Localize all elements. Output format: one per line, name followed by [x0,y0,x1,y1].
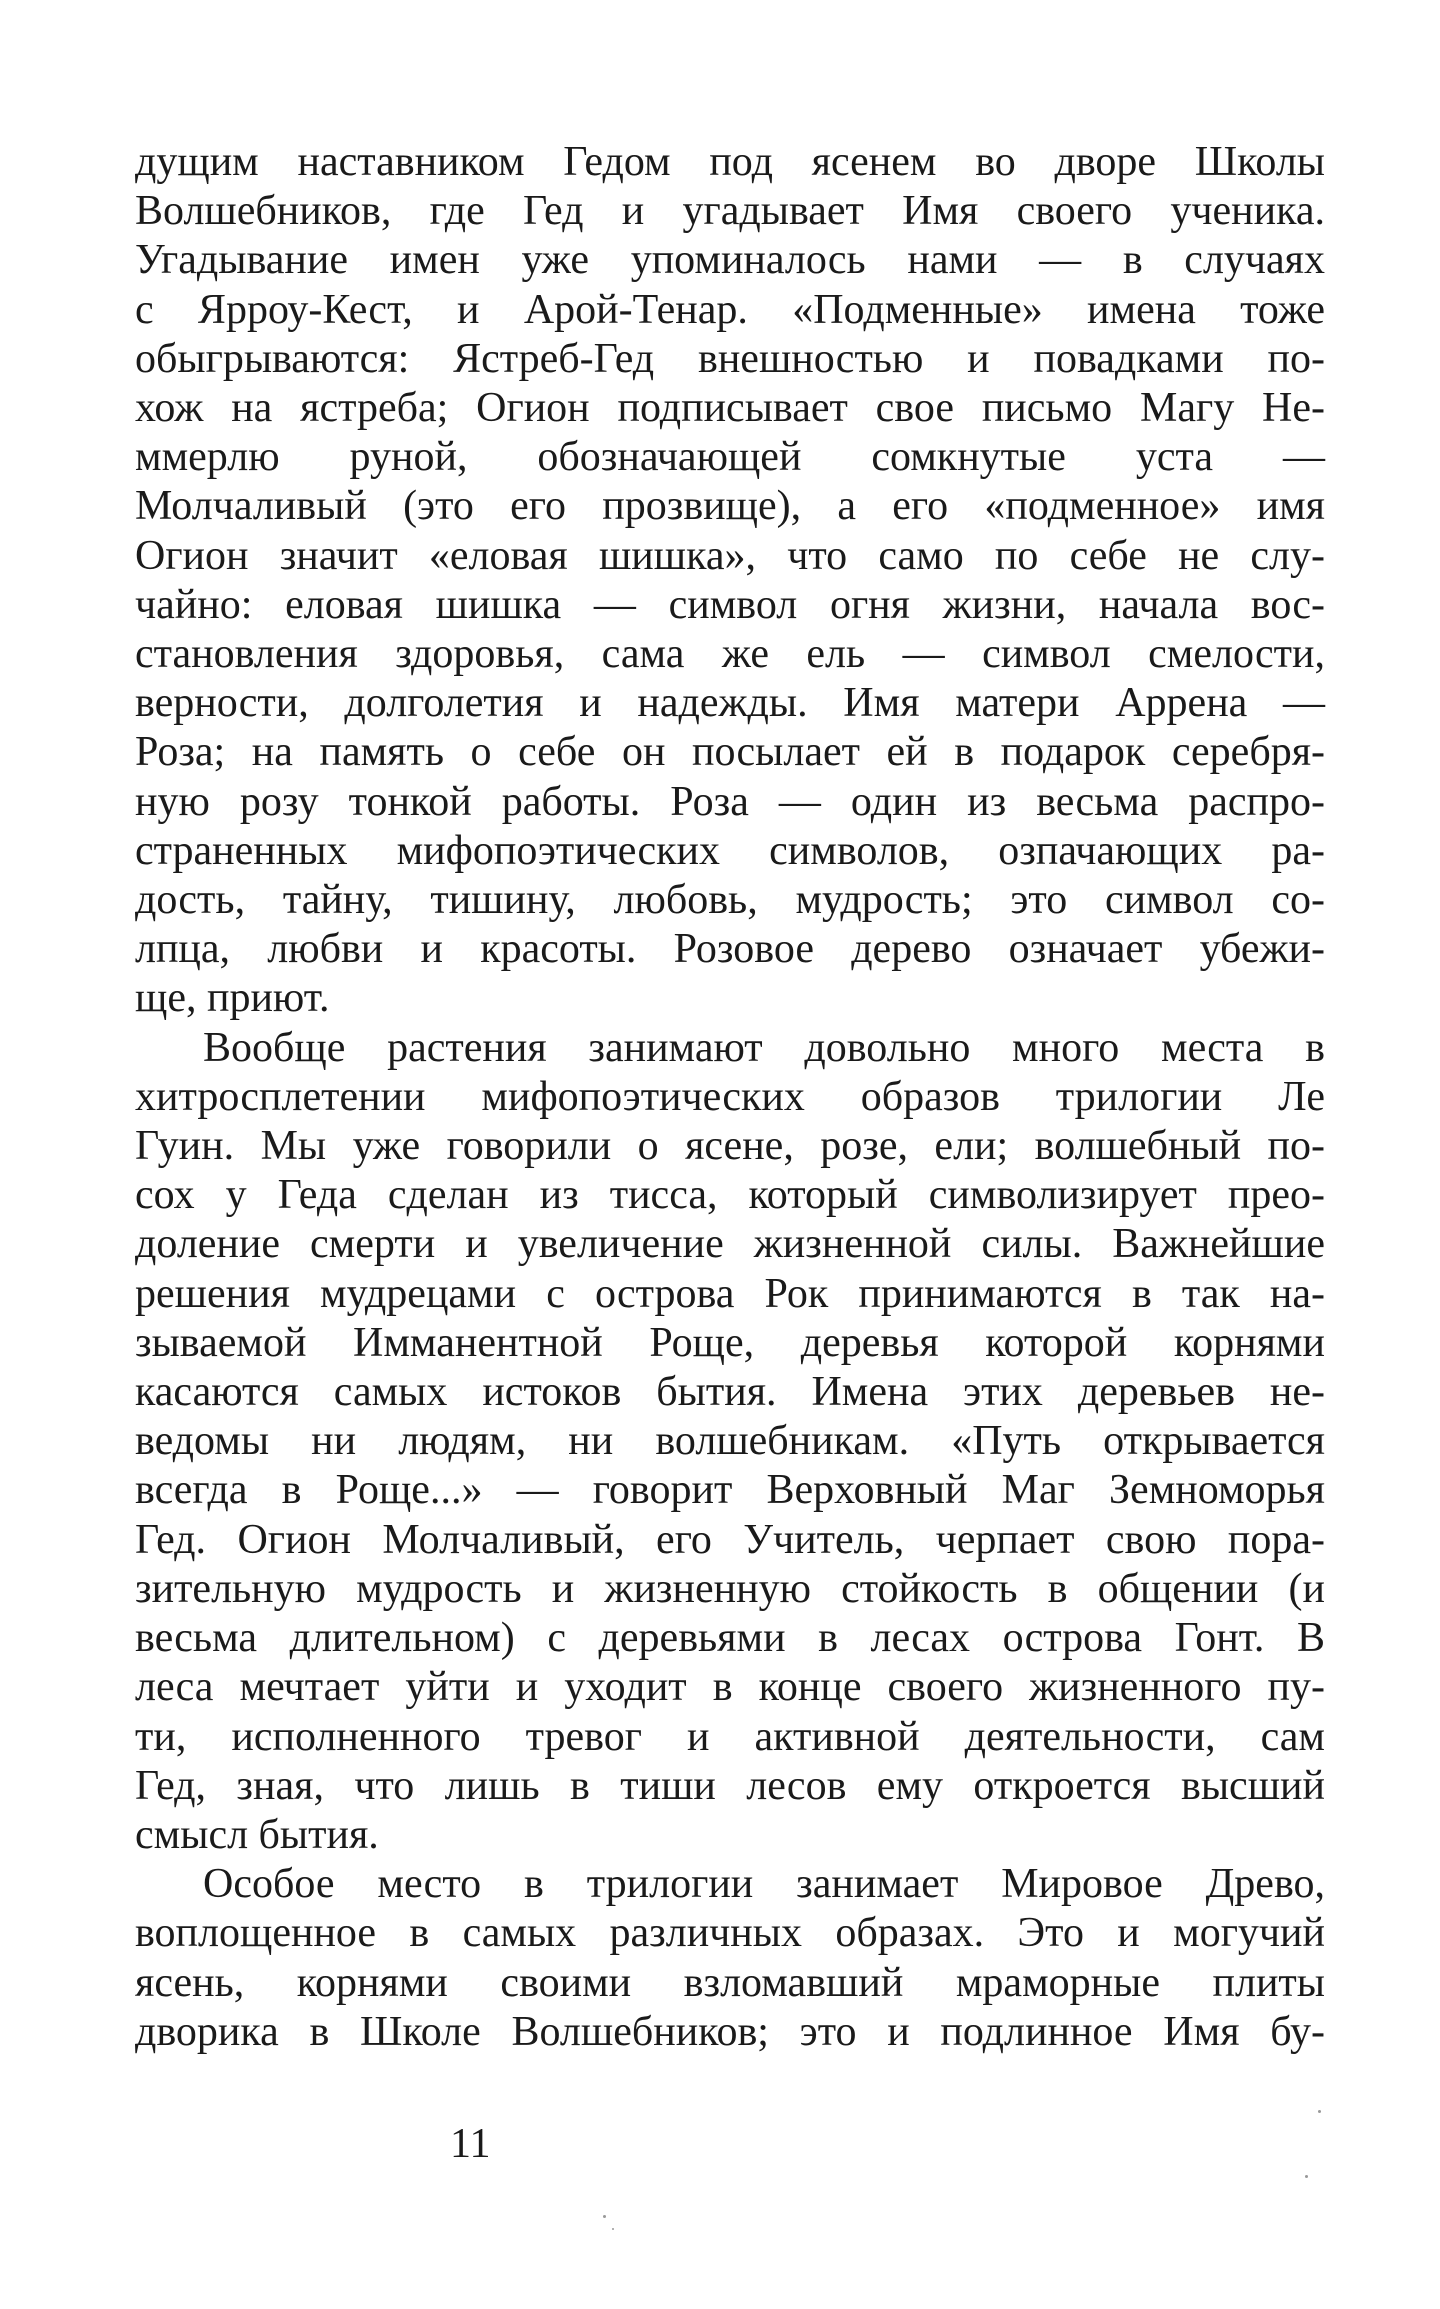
text-line: Молчаливый (это его прозвище), а его «подменное» имя [135,483,1325,530]
text-line: дворика в Школе Волшебников; это и подлинное Имя бу- [135,2008,1325,2055]
text-line: Вообще растения занимают довольно много места в [203,1024,1325,1071]
text-line: Гед, зная, что лишь в тиши лесов ему откроется высший [135,1762,1325,1809]
text-line: решения мудрецами с острова Рок принимаются в так на- [135,1270,1325,1317]
text-line: сох у Геда сделан из тисса, который символизирует прео- [135,1172,1325,1219]
scan-speck [603,2215,606,2218]
text-line: Гуин. Мы уже говорили о ясене, розе, ели; волшебный по- [135,1123,1325,1170]
text-line: ммерлю руной, обозначающей сомкнутые уста — [135,434,1325,481]
scan-speck [612,2228,614,2230]
text-line: весьма длительном) с деревьями в лесах острова Гонт. В [135,1615,1325,1662]
text-line: доление смерти и увеличение жизненной силы. Важнейшие [135,1221,1325,1268]
page-number: 11 [450,2121,491,2167]
text-line: Волшебников, где Гед и угадывает Имя своего ученика. [135,188,1325,235]
text-line: всегда в Роще...» — говорит Верховный Маг Земноморья [135,1467,1325,1514]
text-line: становления здоровья, сама же ель — символ смелости, [135,631,1325,678]
text-line: Огион значит «еловая шишка», что само по себе не слу- [135,532,1325,579]
text-line: чайно: еловая шишка — символ огня жизни, начала вос- [135,581,1325,628]
text-line: хитросплетении мифопоэтических образов трилогии Ле [135,1073,1325,1120]
text-line: смысл бытия. [135,1811,379,1858]
text-line: ясень, корнями своими взломавший мраморные плиты [135,1959,1325,2006]
text-line: лпца, любви и красоты. Розовое дерево означает убежи- [135,926,1325,973]
text-line: обыгрываются: Ястреб-Гед внешностью и повадками по- [135,335,1325,382]
text-line: страненных мифопоэтических символов, озпачающих ра- [135,827,1325,874]
text-line: Особое место в трилогии занимает Мировое Древо, [203,1861,1325,1908]
text-line: зительную мудрость и жизненную стойкость в общении (и [135,1565,1325,1612]
text-line: дость, тайну, тишину, любовь, мудрость; это символ со- [135,877,1325,924]
paragraph-1 [135,138,1325,1024]
text-line: ную розу тонкой работы. Роза — один из весьма распро- [135,778,1325,825]
text-line: Роза; на память о себе он посылает ей в подарок серебря- [135,729,1325,776]
text-line: дущим наставником Гедом под ясенем во дворе Школы [135,139,1325,185]
text-line: зываемой Имманентной Роще, деревья которой корнями [135,1319,1325,1366]
page-body [135,138,1325,2057]
text-line: Угадывание имен уже упоминалось нами — в случаях [135,237,1325,284]
text-line: с Ярроу-Кест, и Арой-Тенар. «Подменные» имена тоже [135,286,1325,333]
text-line: воплощенное в самых различных образах. Это и могучий [135,1910,1325,1957]
text-line: верности, долголетия и надежды. Имя матери Аррена — [135,680,1325,727]
scan-speck [1305,2175,1308,2178]
text-line: ще, приют. [135,975,330,1022]
text-line: Гед. Огион Молчаливый, его Учитель, черпает свою пора- [135,1516,1325,1563]
paragraph-3 [135,1860,1325,2057]
text-line: ведомы ни людям, ни волшебникам. «Путь открывается [135,1418,1325,1465]
text-line: хож на ястреба; Огион подписывает свое письмо Магу Не- [135,385,1325,432]
text-line: касаются самых истоков бытия. Имена этих деревьев не- [135,1369,1325,1416]
scan-speck [1318,2110,1321,2113]
paragraph-2 [135,1024,1325,1860]
text-line: леса мечтает уйти и уходит в конце своего жизненного пу- [135,1664,1325,1711]
text-line: ти, исполненного тревог и активной деятельности, сам [135,1713,1325,1760]
